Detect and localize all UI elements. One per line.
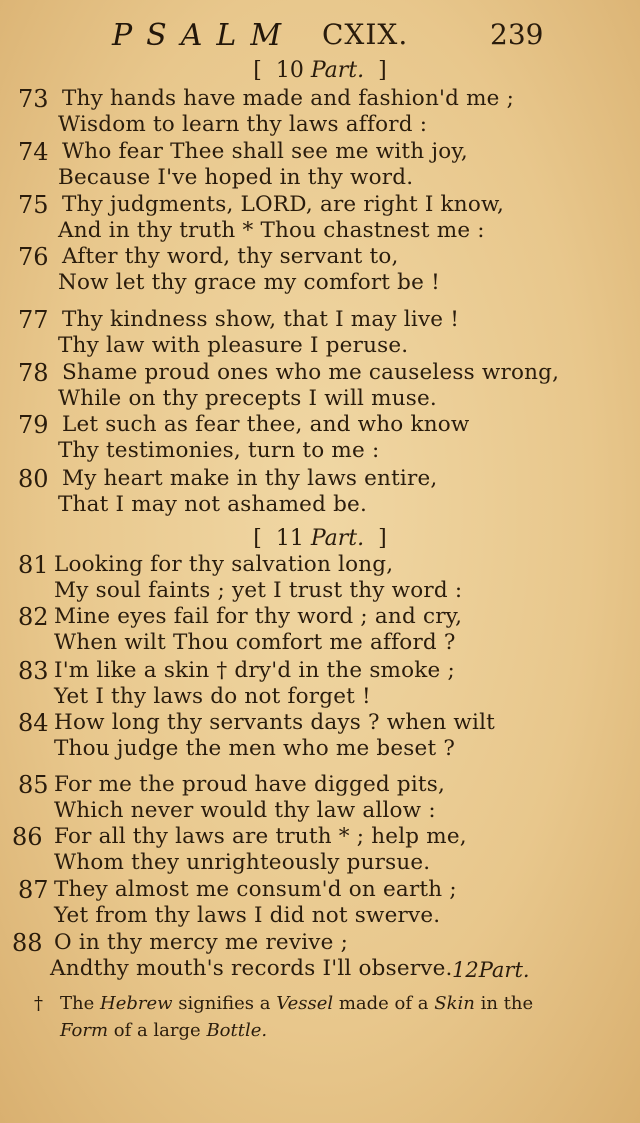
part-word: Part. — [310, 58, 365, 83]
verse-line: Shame proud ones who me causeless wrong, — [62, 360, 560, 385]
verse-line: Because I've hoped in thy word. — [58, 165, 414, 190]
page-number: 239 — [490, 18, 544, 51]
verse-line: For all thy laws are truth * ; help me, — [54, 824, 467, 849]
bracket-close: ] — [378, 58, 387, 83]
verse-line: And in thy truth * Thou chastnest me : — [58, 218, 485, 243]
verse-number: 79 — [18, 411, 49, 439]
footnote-word: Bottle. — [206, 1020, 268, 1041]
verse-line: My heart make in thy laws entire, — [62, 466, 438, 491]
bracket-open: [ — [253, 526, 262, 551]
verse-line: Which never would thy law allow : — [54, 798, 436, 823]
verse-number: 82 — [18, 603, 49, 631]
verse-line: That I may not ashamed be. — [58, 492, 368, 517]
verse-number: 84 — [18, 709, 49, 737]
verse-line: Now let thy grace my comfort be ! — [58, 270, 440, 295]
verse-line: For me the proud have digged pits, — [54, 772, 446, 797]
footnote-word: The — [60, 993, 95, 1014]
verse-number: 81 — [18, 551, 49, 579]
verse-line: While on thy precepts I will muse. — [58, 386, 437, 411]
part-heading-10 — [0, 58, 640, 83]
verse-line: Thou judge the men who me beset ? — [54, 736, 456, 761]
verse-line: My soul faints ; yet I trust thy word : — [54, 578, 463, 603]
footnote-word: Hebrew — [100, 993, 173, 1014]
dagger-mark: † — [34, 993, 43, 1014]
footnote-line-2 — [34, 1017, 604, 1044]
verse-line: Mine eyes fail for thy word ; and cry, — [54, 604, 463, 629]
verse-number: 74 — [18, 138, 49, 166]
verse-line: How long thy servants days ? when wilt — [54, 710, 496, 735]
verse-line: Looking for thy salvation long, — [54, 552, 394, 577]
verse-line: I'm like a skin † dry'd in the smoke ; — [54, 658, 455, 683]
footnote — [34, 990, 604, 1044]
verse-line: Thy testimonies, turn to me : — [58, 438, 380, 463]
verse-number: 85 — [18, 771, 49, 799]
psalm-number: CXIX. — [322, 18, 409, 51]
verse-line: Thy kindness show, that I may live ! — [62, 307, 460, 332]
footnote-word: Form — [60, 1020, 109, 1041]
verse-number: 78 — [18, 359, 49, 387]
verse-line: O in thy mercy me revive ; — [54, 930, 349, 955]
verse-line: When wilt Thou comfort me afford ? — [54, 630, 456, 655]
footnote-word: of a large — [113, 1020, 201, 1041]
running-title: PSALM — [112, 18, 296, 53]
verse-number: 87 — [18, 876, 49, 904]
verse-number: 75 — [18, 191, 49, 219]
part-word: Part. — [310, 526, 365, 551]
footnote-word: signifies a — [178, 993, 271, 1014]
verse-line: Yet I thy laws do not forget ! — [54, 684, 371, 709]
verse-number: 86 — [12, 823, 43, 851]
verse-number: 80 — [18, 465, 49, 493]
verse-line: Thy law with pleasure I peruse. — [58, 333, 409, 358]
verse-line: Andthy mouth's records I'll observe. — [50, 956, 453, 981]
verse-line: Whom they unrighteously pursue. — [54, 850, 431, 875]
footnote-word: made of a — [338, 993, 429, 1014]
bracket-close: ] — [378, 526, 387, 551]
part-number: 11 — [275, 526, 304, 551]
verse-number: 88 — [12, 929, 43, 957]
verse-number: 77 — [18, 306, 49, 334]
verse-line: Thy judgments, LORD, are right I know, — [62, 192, 505, 217]
verse-line: Thy hands have made and fashion'd me ; — [62, 86, 515, 111]
next-part-catchword: 12Part. — [452, 958, 530, 982]
verse-number: 73 — [18, 85, 49, 113]
footnote-word: Skin — [434, 993, 475, 1014]
verse-line: Wisdom to learn thy laws afford : — [58, 112, 428, 137]
footnote-text — [60, 993, 533, 1014]
footnote-word: in the — [480, 993, 534, 1014]
bracket-open: [ — [253, 58, 262, 83]
page-header — [0, 18, 640, 52]
verse-line: Let such as fear thee, and who know — [62, 412, 470, 437]
verse-line: Who fear Thee shall see me with joy, — [62, 139, 468, 164]
footnote-word: Vessel — [276, 993, 334, 1014]
part-heading-11 — [0, 526, 640, 551]
verse-line: They almost me consum'd on earth ; — [54, 877, 457, 902]
part-number: 10 — [275, 58, 304, 83]
verse-line: After thy word, thy servant to, — [62, 244, 399, 269]
verse-line: Yet from thy laws I did not swerve. — [54, 903, 441, 928]
verse-number: 76 — [18, 243, 49, 271]
verse-number: 83 — [18, 657, 49, 685]
